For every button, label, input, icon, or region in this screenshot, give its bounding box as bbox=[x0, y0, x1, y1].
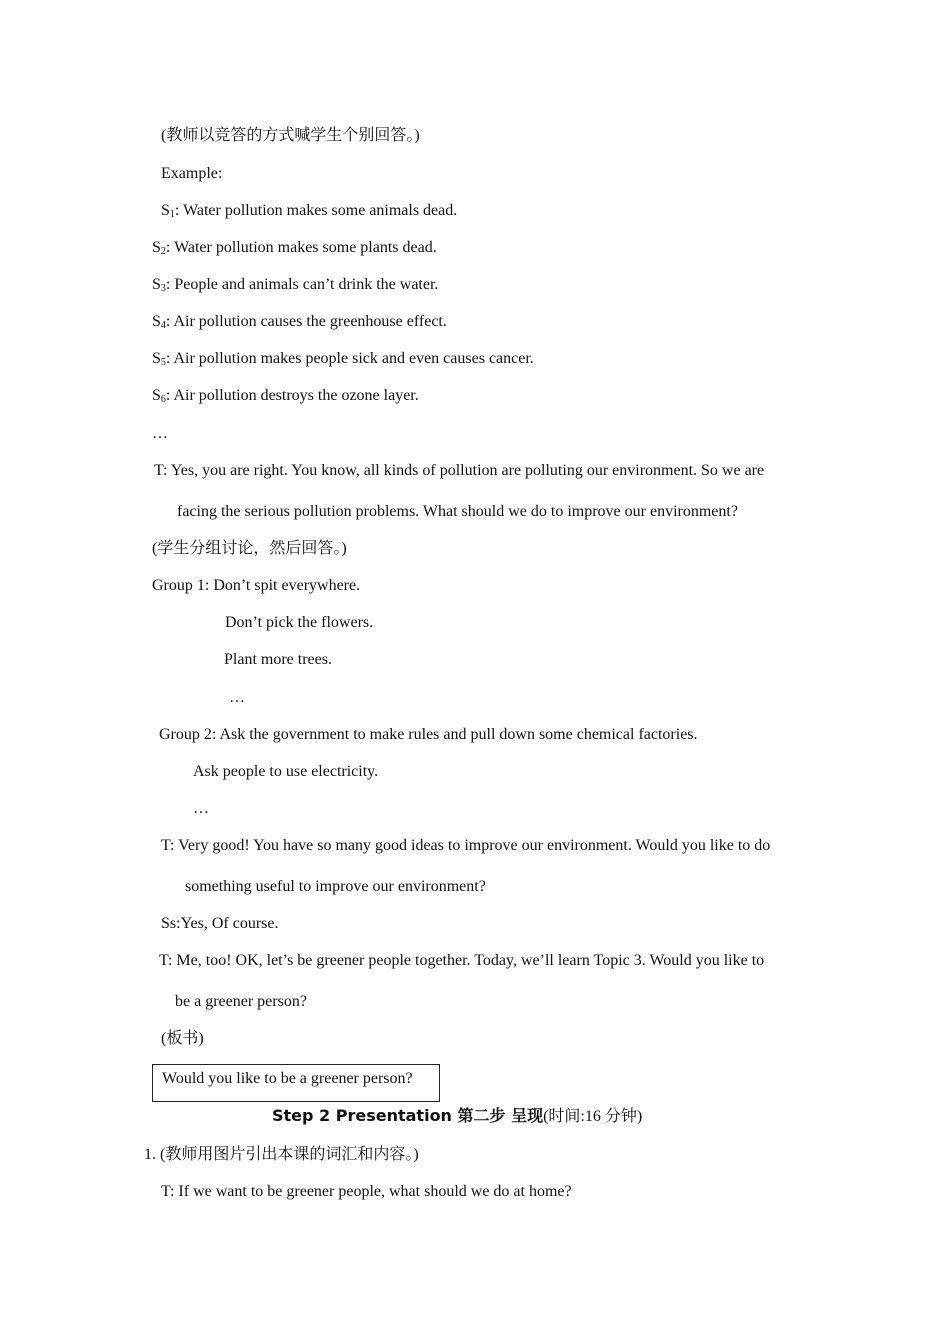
ellipsis: … bbox=[152, 425, 168, 442]
student-answer-1: $S_1$: Water pollution makes some animals dead. bbox=[161, 202, 458, 220]
group2-ellipsis: … bbox=[193, 800, 209, 817]
blackboard-text: Would you like to be a greener person? bbox=[162, 1070, 413, 1087]
student-answer-6: $S_6$: Air pollution destroys the ozone layer. bbox=[152, 387, 419, 405]
example-label: Example: bbox=[161, 165, 223, 182]
student-answer-5: $S_5$: Air pollution makes people sick and even causes cancer. bbox=[152, 350, 534, 368]
step-time: (时间:16 分钟) bbox=[543, 1108, 643, 1125]
group2-line-2: Ask people to use electricity. bbox=[193, 763, 379, 780]
teacher-line-1b: facing the serious pollution problems. What should we do to improve our environment? bbox=[177, 503, 738, 520]
teacher-line-3a: T: Me, too! OK, let’s be greener people together. Today, we’ll learn Topic 3. Would you like to bbox=[159, 952, 765, 969]
list-item-1: 1. (教师用图片引出本课的词汇和内容。) bbox=[144, 1146, 419, 1163]
intro-note: (教师以竞答的方式喊学生个别回答。) bbox=[161, 127, 420, 144]
students-reply: Ss:Yes, Of course. bbox=[161, 915, 279, 932]
step-heading bbox=[272, 1106, 642, 1127]
group1-line-2: Don’t pick the flowers. bbox=[225, 614, 374, 631]
group1-line-1: Group 1: Don’t spit everywhere. bbox=[152, 577, 361, 594]
blackboard-box bbox=[152, 1064, 440, 1102]
student-answer-3: $S_3$: People and animals can’t drink the water. bbox=[152, 276, 439, 294]
teacher-line-1a: T: Yes, you are right. You know, all kinds of pollution are polluting our environment. So we are bbox=[154, 462, 765, 479]
teacher-line-4: T: If we want to be greener people, what should we do at home? bbox=[161, 1183, 572, 1200]
group-note: (学生分组讨论，然后回答。) bbox=[152, 540, 347, 557]
group1-line-3: Plant more trees. bbox=[224, 651, 332, 668]
student-answer-2: $S_2$: Water pollution makes some plants dead. bbox=[152, 239, 437, 257]
teacher-line-2b: something useful to improve our environment? bbox=[185, 878, 486, 895]
teacher-line-2a: T: Very good! You have so many good ideas to improve our environment. Would you like to do bbox=[161, 837, 771, 854]
group1-ellipsis: … bbox=[229, 689, 245, 706]
board-note: (板书) bbox=[161, 1030, 204, 1047]
group2-line-1: Group 2: Ask the government to make rules and pull down some chemical factories. bbox=[159, 726, 698, 743]
step-title: Step 2 Presentation 第二步 呈现 bbox=[272, 1106, 544, 1125]
student-answer-4: $S_4$: Air pollution causes the greenhouse effect. bbox=[152, 313, 447, 331]
teacher-line-3b: be a greener person? bbox=[175, 993, 307, 1010]
